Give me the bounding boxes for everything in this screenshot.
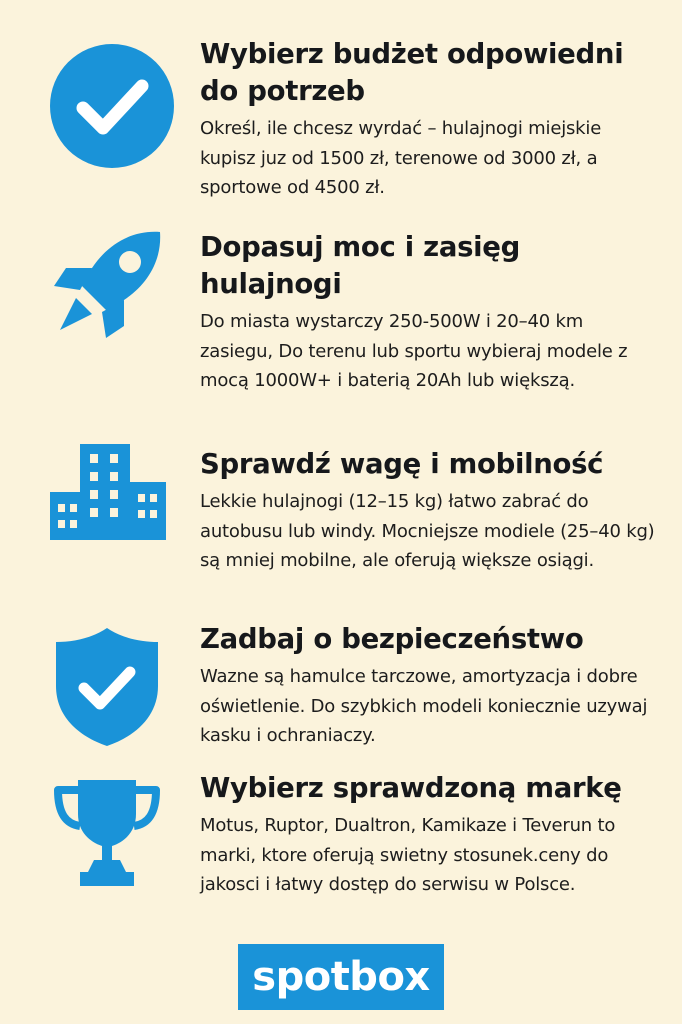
tip-title: Zadbaj o bezpieczeństwo bbox=[200, 623, 584, 655]
trophy-icon bbox=[52, 780, 162, 886]
tip-description: Lekkie hulajnogi (12–15 kg) łatwo zabrać do autobusu lub windy. Mocniejsze modiele (25–40 kg) są mniej mobilne, ale oferują większe osiągi. bbox=[200, 491, 655, 571]
brand-name: spotbox bbox=[252, 954, 430, 1000]
tip-description: Do miasta wystarczy 250-500W i 20–40 km zasiegu, Do terenu lub sportu wybieraj modele z mocą 1000W+ i baterią 20Ah lub większą. bbox=[200, 311, 628, 391]
tip-title: Dopasuj moc i zasięg hulajnogi bbox=[200, 231, 521, 300]
tip-description: Wazne są hamulce tarczowe, amortyzacja i dobre oświetlenie. Do szybkich modeli koniecznie uzywaj kasku i ochraniaczy. bbox=[200, 666, 648, 746]
shield-check-icon bbox=[54, 628, 160, 746]
tip-title: Wybierz budżet odpowiedni do potrzeb bbox=[200, 38, 624, 107]
buildings-icon bbox=[50, 444, 166, 540]
brand-logo bbox=[238, 944, 444, 1010]
rocket-icon bbox=[52, 228, 164, 338]
check-circle-icon bbox=[48, 42, 176, 170]
tip-title: Sprawdź wagę i mobilność bbox=[200, 448, 604, 480]
tip-title: Wybierz sprawdzoną markę bbox=[200, 772, 622, 804]
tip-description: Określ, ile chcesz wyrdać – hulajnogi miejskie kupisz juz od 1500 zł, terenowe od 3000 zł, a sportowe od 4500 zł. bbox=[200, 118, 602, 198]
tip-description: Motus, Ruptor, Dualtron, Kamikaze i Teverun to marki, ktore oferują swietny stosunek.ceny do jakosci i łatwy dostęp do serwisu w Polsce. bbox=[200, 815, 616, 895]
